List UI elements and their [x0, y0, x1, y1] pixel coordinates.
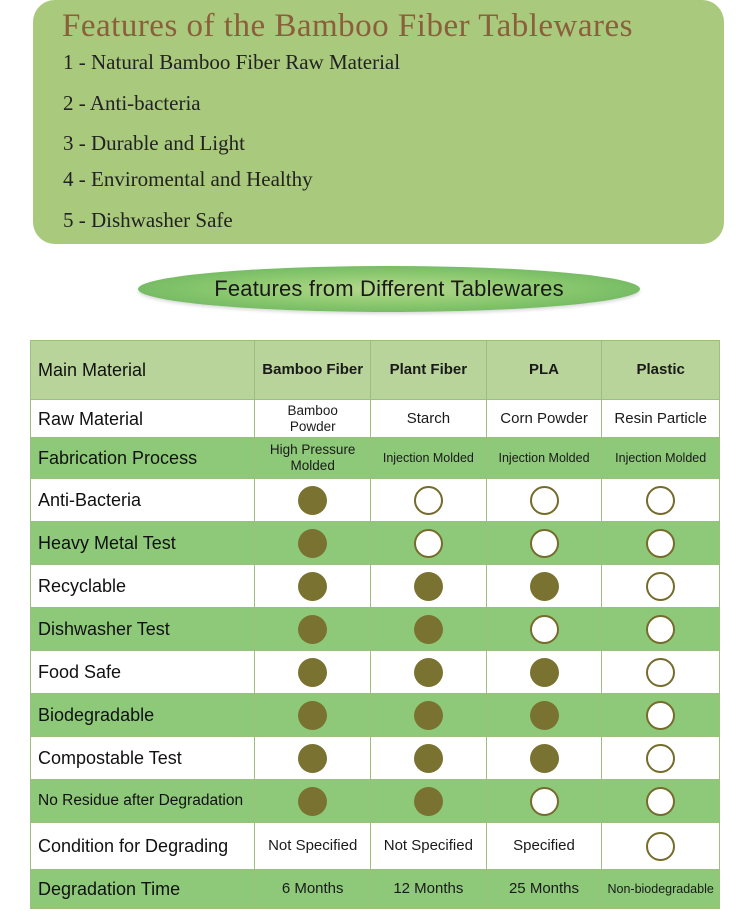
cell-plant-fiber — [371, 608, 487, 651]
row-label-fabrication-process: Fabrication Process — [31, 438, 255, 479]
empty-circle-icon — [646, 787, 675, 816]
empty-circle-icon — [646, 744, 675, 773]
cell-bamboo-fiber — [255, 780, 371, 823]
column-header-plant-fiber: Plant Fiber — [371, 341, 487, 400]
table-row-recyclable — [31, 565, 719, 608]
column-header-pla: PLA — [487, 341, 603, 400]
filled-circle-icon — [298, 744, 327, 773]
cell-plastic — [602, 780, 719, 823]
cell-bamboo-fiber: 6 Months — [255, 870, 371, 908]
row-label-heavy-metal-test: Heavy Metal Test — [31, 522, 255, 565]
cell-plant-fiber — [371, 694, 487, 737]
cell-bamboo-fiber — [255, 651, 371, 694]
row-label-condition-for-degrading: Condition for Degrading — [31, 823, 255, 870]
filled-circle-icon — [298, 701, 327, 730]
row-label-anti-bacteria: Anti-Bacteria — [31, 479, 255, 522]
empty-circle-icon — [414, 529, 443, 558]
column-header-bamboo-fiber: Bamboo Fiber — [255, 341, 371, 400]
empty-circle-icon — [646, 658, 675, 687]
cell-plastic — [602, 608, 719, 651]
cell-plant-fiber — [371, 522, 487, 565]
row-label-food-safe: Food Safe — [31, 651, 255, 694]
cell-plant-fiber — [371, 651, 487, 694]
section-heading: Features from Different Tablewares — [214, 276, 564, 301]
cell-bamboo-fiber — [255, 608, 371, 651]
row-label-dishwasher-test: Dishwasher Test — [31, 608, 255, 651]
table-row-dishwasher-test — [31, 608, 719, 651]
empty-circle-icon — [530, 615, 559, 644]
empty-circle-icon — [530, 486, 559, 515]
cell-bamboo-fiber — [255, 737, 371, 780]
cell-bamboo-fiber: Bamboo Powder — [255, 400, 371, 438]
cell-plant-fiber — [371, 565, 487, 608]
row-label-biodegradable: Biodegradable — [31, 694, 255, 737]
row-label-main-material: Main Material — [31, 341, 255, 400]
empty-circle-icon — [530, 529, 559, 558]
empty-circle-icon — [646, 529, 675, 558]
cell-plastic — [602, 522, 719, 565]
cell-bamboo-fiber: High Pressure Molded — [255, 438, 371, 479]
table-row-food-safe — [31, 651, 719, 694]
empty-circle-icon — [530, 787, 559, 816]
comparison-table — [30, 340, 720, 909]
table-header-row — [31, 341, 719, 400]
filled-circle-icon — [530, 744, 559, 773]
cell-plant-fiber — [371, 737, 487, 780]
cell-pla: Specified — [487, 823, 603, 870]
filled-circle-icon — [414, 701, 443, 730]
table-row-anti-bacteria — [31, 479, 719, 522]
cell-pla — [487, 522, 603, 565]
cell-plastic: Non-biodegradable — [602, 870, 719, 908]
filled-circle-icon — [414, 744, 443, 773]
table-row-heavy-metal-test — [31, 522, 719, 565]
table-row-fabrication-process — [31, 438, 719, 479]
filled-circle-icon — [530, 572, 559, 601]
cell-plant-fiber — [371, 479, 487, 522]
feature-item-4: 4 - Enviromental and Healthy — [63, 167, 313, 191]
filled-circle-icon — [298, 529, 327, 558]
cell-bamboo-fiber: Not Specified — [255, 823, 371, 870]
table-row-condition-for-degrading — [31, 823, 719, 870]
cell-plastic — [602, 565, 719, 608]
table-row-raw-material — [31, 400, 719, 438]
cell-pla: Injection Molded — [487, 438, 603, 479]
cell-plastic: Resin Particle — [602, 400, 719, 438]
cell-pla: Corn Powder — [487, 400, 603, 438]
cell-bamboo-fiber — [255, 565, 371, 608]
filled-circle-icon — [414, 658, 443, 687]
cell-pla — [487, 608, 603, 651]
row-label-compostable-test: Compostable Test — [31, 737, 255, 780]
filled-circle-icon — [298, 486, 327, 515]
table-row-degradation-time — [31, 870, 719, 908]
feature-mark-rows — [31, 479, 719, 823]
cell-plastic — [602, 737, 719, 780]
cell-pla: 25 Months — [487, 870, 603, 908]
filled-circle-icon — [298, 572, 327, 601]
cell-pla — [487, 694, 603, 737]
cell-plant-fiber: 12 Months — [371, 870, 487, 908]
empty-circle-icon — [646, 615, 675, 644]
empty-circle-icon — [646, 832, 675, 861]
filled-circle-icon — [530, 658, 559, 687]
feature-item-1: 1 - Natural Bamboo Fiber Raw Material — [63, 50, 401, 74]
cell-plant-fiber: Not Specified — [371, 823, 487, 870]
table-row-biodegradable — [31, 694, 719, 737]
feature-item-3: 3 - Durable and Light — [63, 131, 245, 155]
row-label-recyclable: Recyclable — [31, 565, 255, 608]
cell-pla — [487, 651, 603, 694]
empty-circle-icon — [646, 572, 675, 601]
cell-bamboo-fiber — [255, 479, 371, 522]
table-row-compostable-test — [31, 737, 719, 780]
cell-bamboo-fiber — [255, 694, 371, 737]
feature-item-5: 5 - Dishwasher Safe — [63, 208, 233, 232]
table-row-no-residue-after-degradation — [31, 780, 719, 823]
cell-plant-fiber — [371, 780, 487, 823]
cell-plastic — [602, 694, 719, 737]
row-label-raw-material: Raw Material — [31, 400, 255, 438]
cell-pla — [487, 780, 603, 823]
cell-pla — [487, 479, 603, 522]
cell-plant-fiber: Injection Molded — [371, 438, 487, 479]
cell-plastic — [602, 823, 719, 870]
empty-circle-icon — [414, 486, 443, 515]
page-title: Features of the Bamboo Fiber Tablewares — [62, 8, 634, 44]
empty-circle-icon — [646, 486, 675, 515]
filled-circle-icon — [530, 701, 559, 730]
filled-circle-icon — [298, 658, 327, 687]
cell-pla — [487, 565, 603, 608]
cell-pla — [487, 737, 603, 780]
empty-circle-icon — [646, 701, 675, 730]
filled-circle-icon — [414, 787, 443, 816]
column-header-plastic: Plastic — [602, 341, 719, 400]
filled-circle-icon — [298, 787, 327, 816]
cell-plastic — [602, 479, 719, 522]
cell-plastic — [602, 651, 719, 694]
filled-circle-icon — [414, 572, 443, 601]
feature-item-2: 2 - Anti-bacteria — [63, 91, 201, 115]
cell-plant-fiber: Starch — [371, 400, 487, 438]
filled-circle-icon — [298, 615, 327, 644]
filled-circle-icon — [414, 615, 443, 644]
cell-plastic: Injection Molded — [602, 438, 719, 479]
cell-bamboo-fiber — [255, 522, 371, 565]
row-label-degradation-time: Degradation Time — [31, 870, 255, 908]
row-label-no-residue-after-degradation: No Residue after Degradation — [31, 780, 255, 823]
